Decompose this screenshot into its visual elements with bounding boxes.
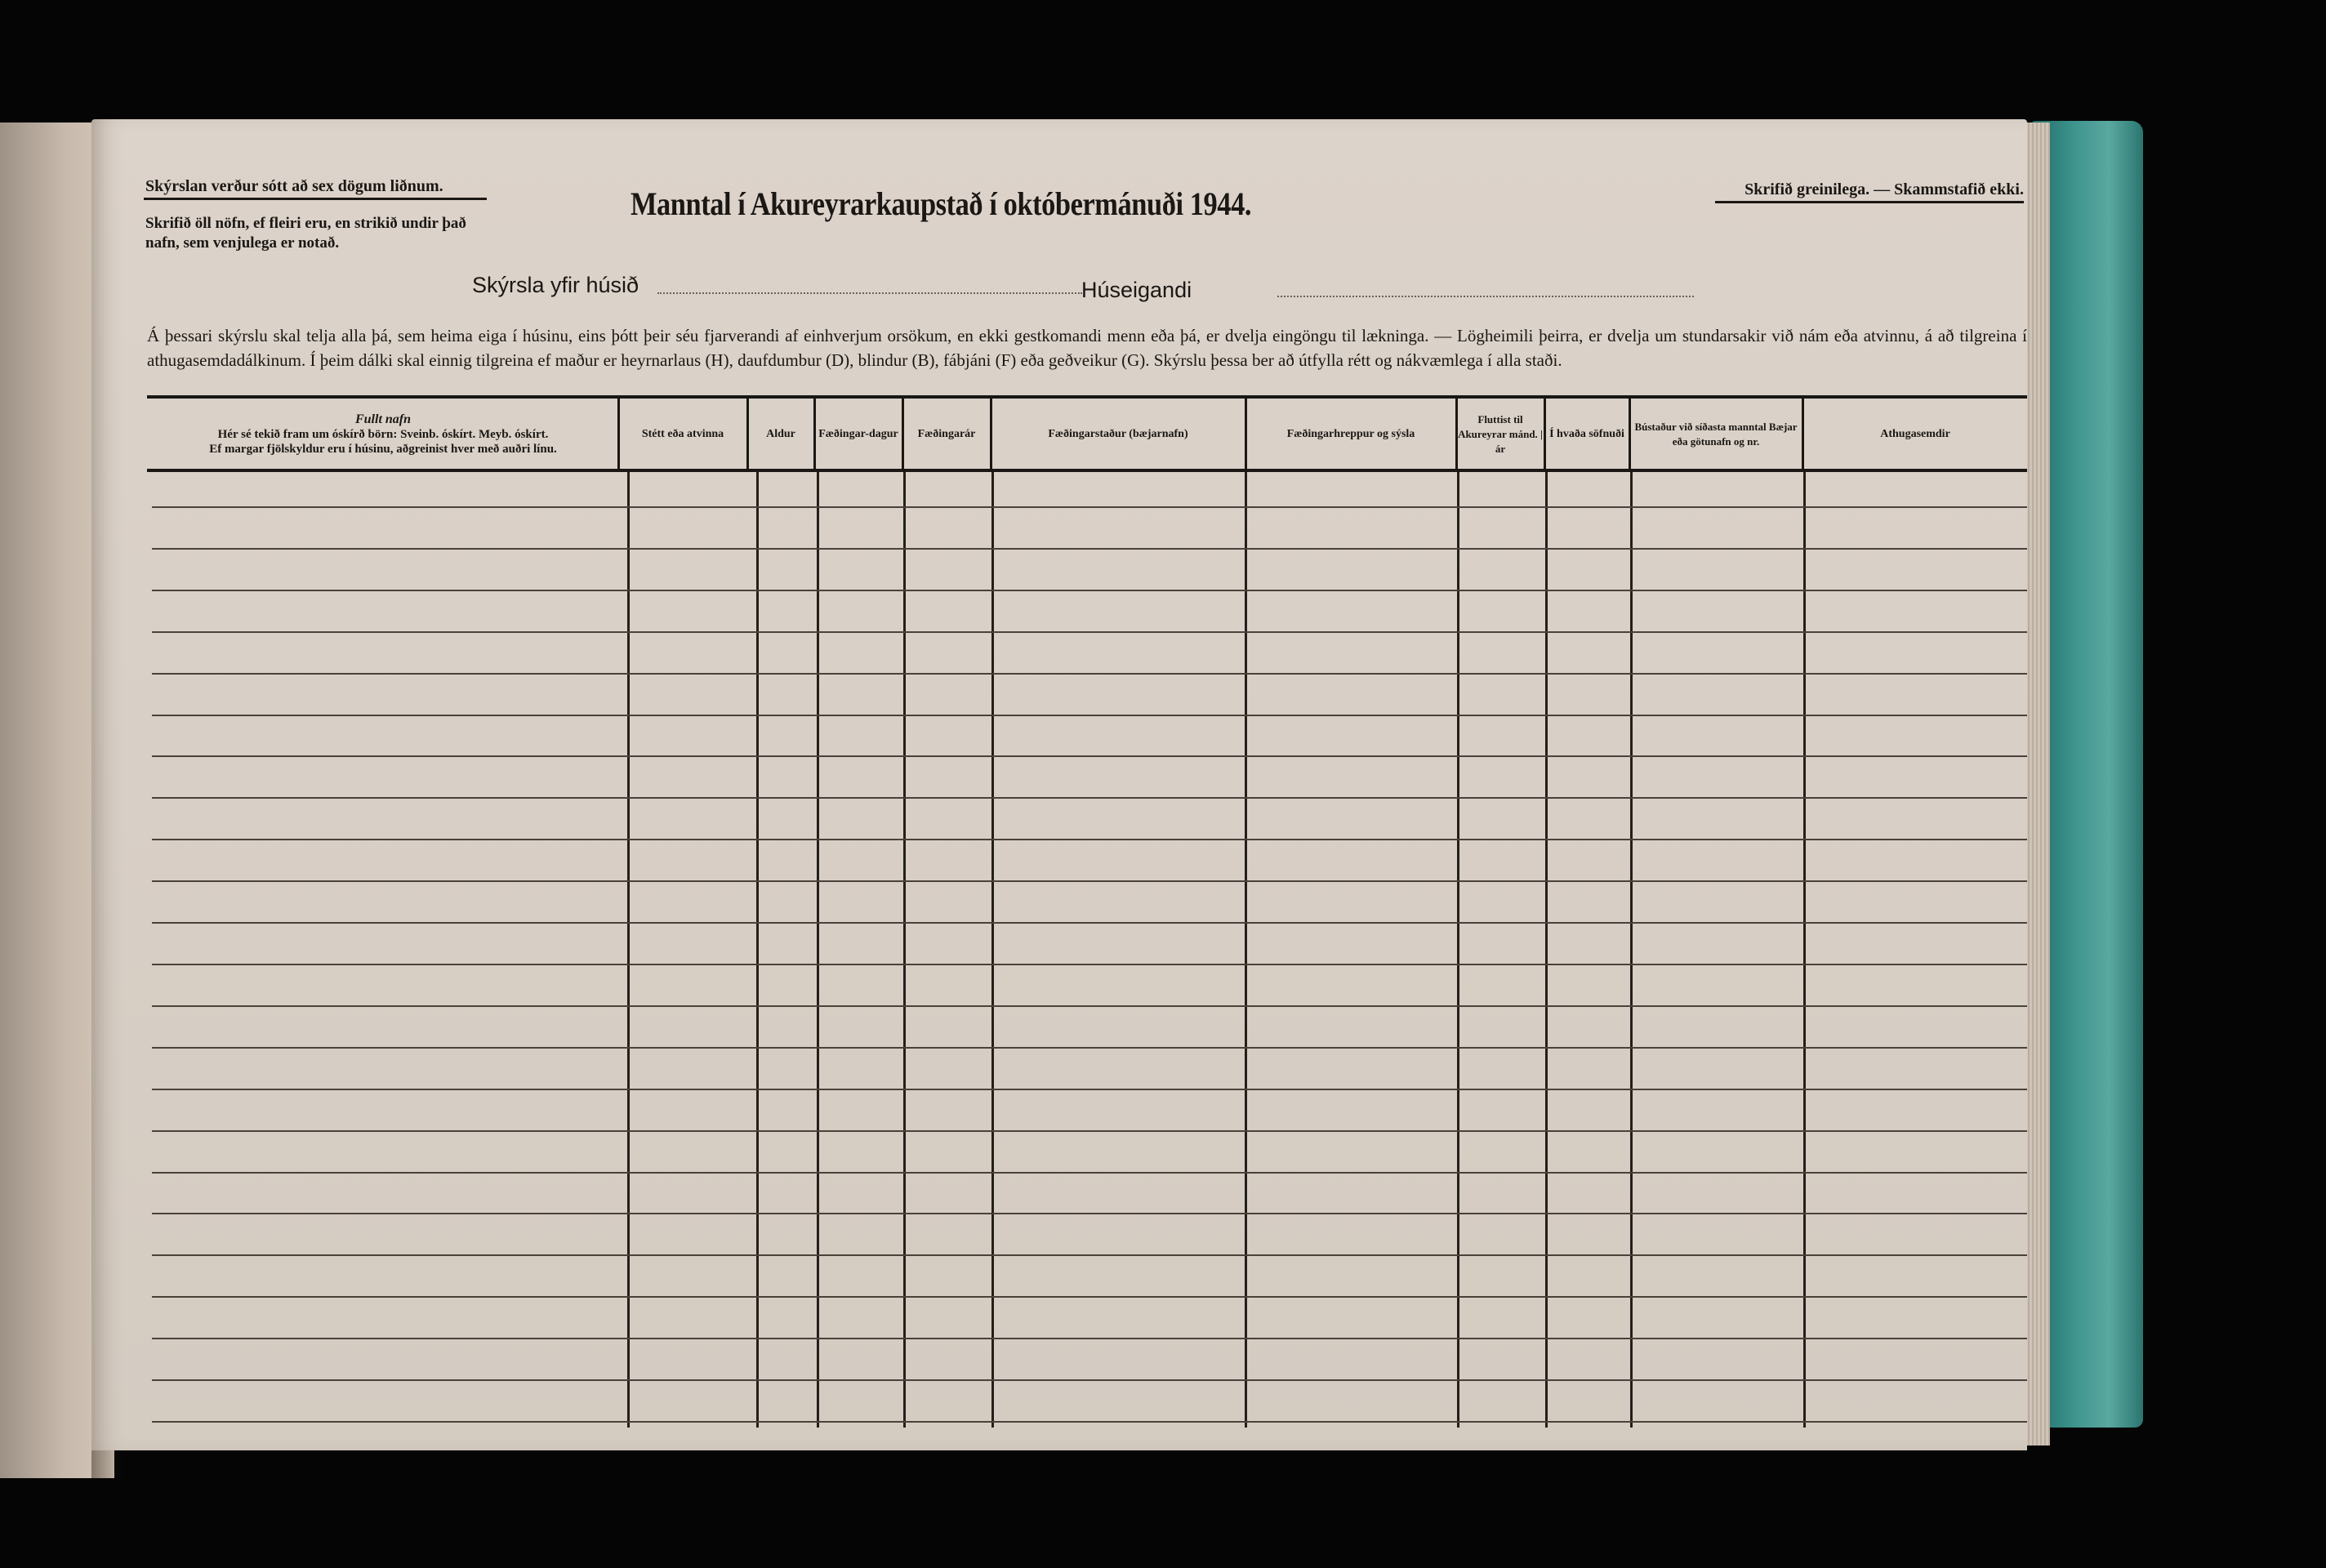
column-divider <box>617 397 620 470</box>
table-row[interactable] <box>152 506 2027 508</box>
column-header-birthplace: Fæðingarstaður (bæjarnafn) <box>1048 428 1188 440</box>
column-header-name <box>149 400 617 469</box>
table-row[interactable] <box>152 590 2027 591</box>
table-row[interactable] <box>152 1296 2027 1298</box>
column-header-congregation: Í hvaða söfnuði <box>1549 428 1624 440</box>
column-header-occupation: Stétt eða atvinna <box>641 428 724 440</box>
table-row[interactable] <box>152 1213 2027 1214</box>
column-divider <box>902 397 904 470</box>
column-header-last-residence: Bústaður við síðasta manntal Bæjar eða götunafn og nr. <box>1634 421 1798 448</box>
table-row[interactable] <box>152 839 2027 840</box>
table-row[interactable] <box>152 880 2027 882</box>
column-divider <box>1630 472 1633 1428</box>
house-field[interactable] <box>657 292 1082 294</box>
collection-note: Skýrslan verður sótt að sex dögum liðnum. <box>145 177 443 195</box>
column-divider <box>1245 397 1247 470</box>
table-row[interactable] <box>152 797 2027 799</box>
name-header-line2: Ef margar fjölskyldur eru í húsinu, aðgreinist hver með auðri línu. <box>209 443 557 456</box>
column-divider <box>813 397 816 470</box>
column-header-moved: Fluttist til Akureyrar mánd. | ár <box>1458 413 1543 455</box>
column-header-parish: Fæðingarhreppur og sýsla <box>1286 428 1415 440</box>
table-row[interactable] <box>152 1421 2027 1423</box>
column-divider <box>1629 397 1631 470</box>
table-row[interactable] <box>152 1005 2027 1007</box>
table-row[interactable] <box>152 1047 2027 1049</box>
name-header-title: Fullt nafn <box>354 412 412 426</box>
underline-rule <box>1715 201 2024 203</box>
underline-rule <box>144 198 487 200</box>
table-row[interactable] <box>152 548 2027 550</box>
table-top-rule <box>147 395 2027 399</box>
table-row[interactable] <box>152 1338 2027 1339</box>
writing-note: Skrifið greinilega. — Skammstafið ekki. <box>1744 180 2024 198</box>
column-divider <box>1802 397 1804 470</box>
table-row[interactable] <box>152 1254 2027 1256</box>
column-divider <box>1544 397 1546 470</box>
instructions-text: Á þessari skýrslu skal telja alla þá, sem heima eiga í húsinu, eins þótt þeir séu fjarverandi af einhverjum orsökum, en ekki gestkomandi menn eða þá, er dvelja eingöngu til lækninga. — Lögheimili þeirra, er dvelja um stundarsakir við nám eða atvinnu, á að tilgreina í athugasemdadálkinum. Í þeim dálki skal einnig tilgreina ef maður er heyrnarlaus (H), daufdumbur (D), blindur (B), fábjáni (F) eða geðveikur (G). Skýrslu þessa ber að útfylla rétt og nákvæmlega í alla staði. <box>147 326 2027 370</box>
table-row[interactable] <box>152 755 2027 757</box>
column-divider <box>1803 472 1806 1428</box>
column-divider <box>746 397 749 470</box>
house-label: Skýrsla yfir húsið <box>472 273 639 297</box>
column-divider <box>1545 472 1548 1428</box>
column-divider <box>817 472 819 1428</box>
naming-note: Skrifið öll nöfn, ef fleiri eru, en strikið undir það nafn, sem venjulega er notað. <box>145 215 466 252</box>
column-divider <box>1455 397 1458 470</box>
census-form-page <box>91 119 2027 1450</box>
column-header-remarks: Athugasemdir <box>1880 428 1950 440</box>
table-row[interactable] <box>152 715 2027 716</box>
column-divider <box>903 472 906 1428</box>
table-row[interactable] <box>152 1379 2027 1381</box>
table-row[interactable] <box>152 964 2027 965</box>
table-row[interactable] <box>152 1172 2027 1174</box>
column-divider <box>990 397 992 470</box>
table-row[interactable] <box>152 631 2027 633</box>
table-header-rule <box>147 469 2027 472</box>
table-row[interactable] <box>152 1130 2027 1132</box>
column-header-birth-year: Fæðingarár <box>917 428 976 440</box>
owner-label: Húseigandi <box>1081 278 1192 302</box>
column-divider <box>1457 472 1459 1428</box>
name-header-line1: Hér sé tekið fram um óskírð börn: Sveinb. óskírt. Meyb. óskírt. <box>217 428 549 441</box>
table-row[interactable] <box>152 673 2027 675</box>
form-title: Manntal í Akureyrarkaupstað í októbermánuði 1944. <box>631 185 1252 222</box>
table-row[interactable] <box>152 1089 2027 1090</box>
column-divider <box>627 472 630 1428</box>
table-row[interactable] <box>152 922 2027 924</box>
column-divider <box>756 472 759 1428</box>
column-divider <box>991 472 994 1428</box>
column-header-birth-day: Fæðingar-dagur <box>818 428 898 440</box>
column-header-age: Aldur <box>766 428 795 440</box>
owner-field[interactable] <box>1277 296 1694 297</box>
column-divider <box>1245 472 1247 1428</box>
